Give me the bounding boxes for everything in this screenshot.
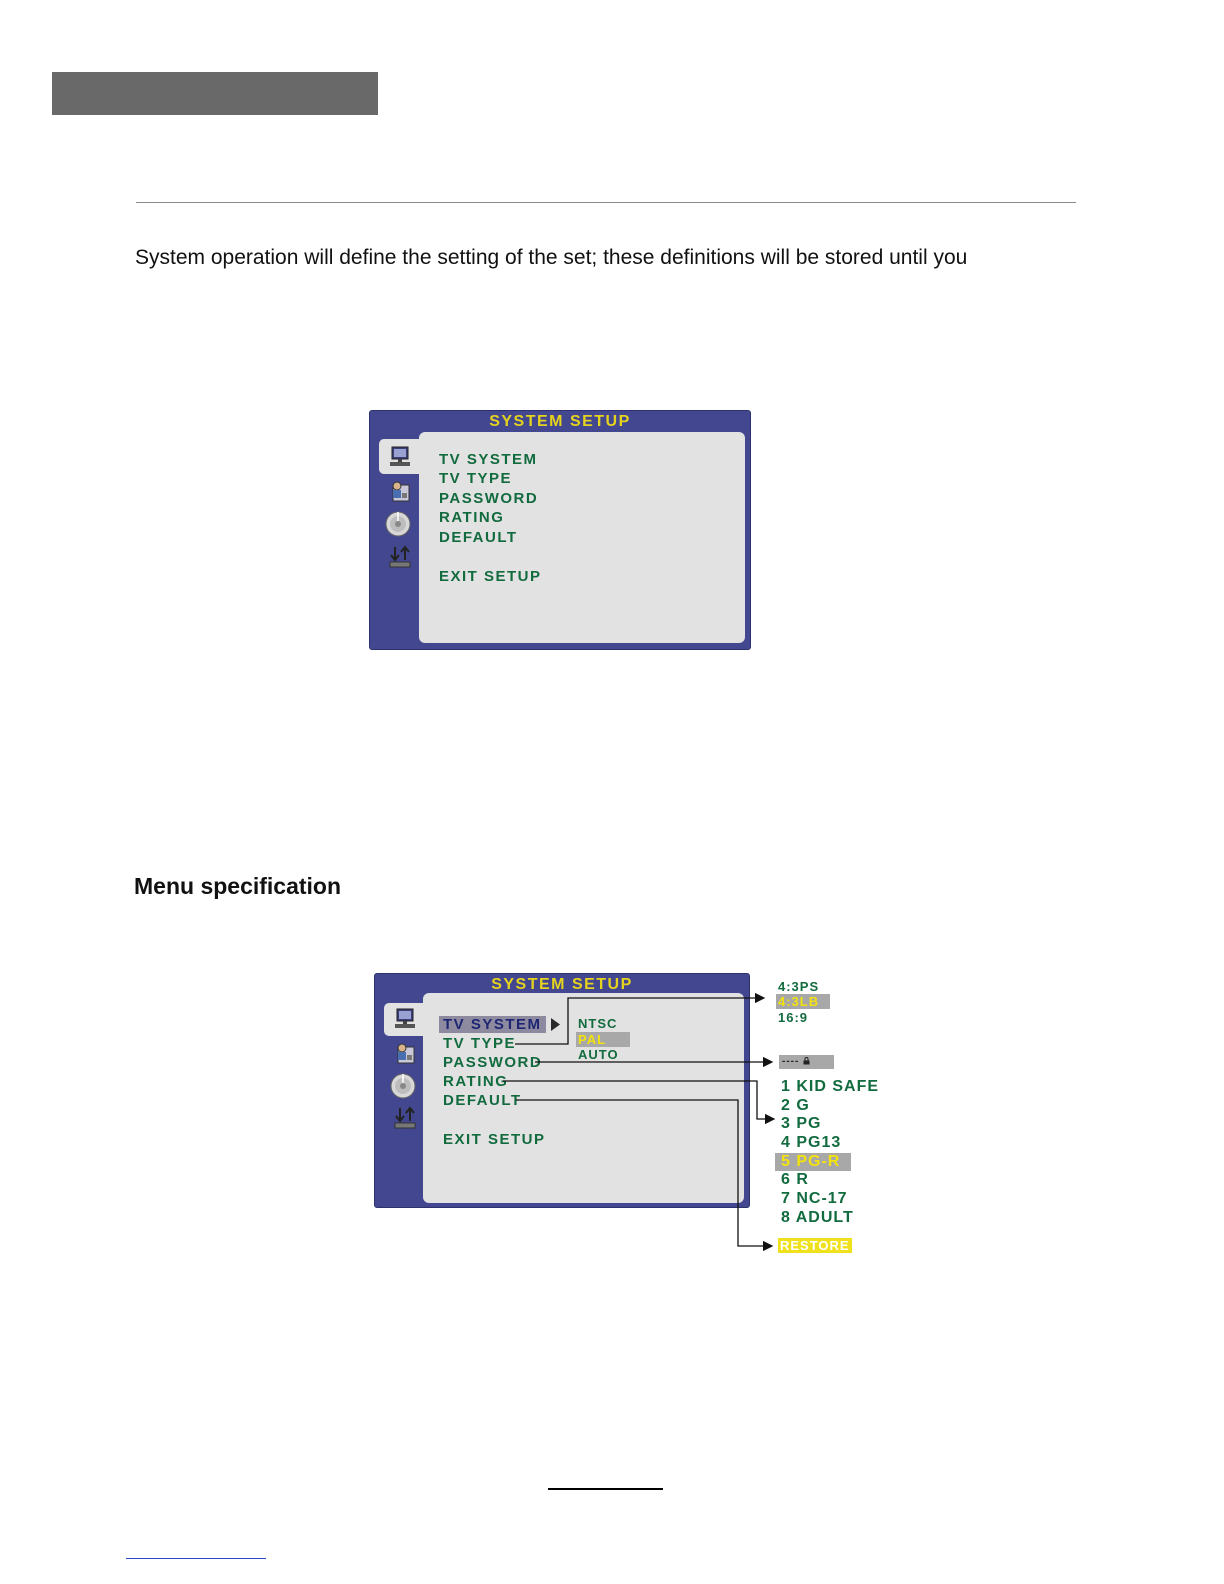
menu-item-tv-system[interactable]: TV SYSTEM: [439, 451, 538, 468]
menu-item-password[interactable]: PASSWORD: [443, 1054, 543, 1071]
password-value: ----: [782, 1056, 804, 1067]
menu-item-exit-setup[interactable]: EXIT SETUP: [443, 1131, 546, 1148]
tv-type-option-169[interactable]: 16:9: [778, 1010, 809, 1025]
rating-option-6[interactable]: 6 R: [781, 1171, 809, 1188]
tv-system-option-pal[interactable]: PAL: [576, 1032, 630, 1047]
section-heading: Menu specification: [134, 873, 342, 899]
menu-title: SYSTEM SETUP: [489, 413, 631, 430]
tv-type-option-43lb[interactable]: 4:3LB: [776, 994, 830, 1009]
intro-text: System operation will define the setting of the set; these definitions will be stored until you: [135, 246, 968, 269]
menu-item-tv-type[interactable]: TV TYPE: [439, 470, 513, 487]
footer-link-underline: [126, 1558, 266, 1559]
menu-item-tv-type[interactable]: TV TYPE: [443, 1035, 517, 1052]
tv-type-connector: [515, 998, 764, 1044]
rating-option-4[interactable]: 4 PG13: [781, 1134, 842, 1151]
rating-option-3[interactable]: 3 PG: [781, 1115, 822, 1132]
rating-option-8[interactable]: 8 ADULT: [781, 1209, 854, 1226]
rating-option-7[interactable]: 7 NC-17: [781, 1190, 848, 1207]
password-field[interactable]: [779, 1055, 834, 1069]
default-connector: [516, 1100, 772, 1246]
menu-item-default[interactable]: DEFAULT: [439, 529, 518, 546]
menu-item-rating[interactable]: RATING: [439, 509, 505, 526]
tv-type-option-43ps[interactable]: 4:3PS: [778, 979, 820, 994]
page-number-line: [548, 1488, 663, 1490]
default-restore-button[interactable]: RESTORE: [778, 1238, 852, 1253]
tv-system-option-auto[interactable]: AUTO: [578, 1047, 619, 1062]
menu-title: SYSTEM SETUP: [491, 976, 633, 993]
lock-icon: [803, 1057, 810, 1065]
rating-option-5[interactable]: 5 PG-R: [775, 1153, 851, 1171]
menu-item-rating[interactable]: RATING: [443, 1073, 509, 1090]
tv-system-option-ntsc[interactable]: NTSC: [578, 1016, 618, 1031]
rating-option-2[interactable]: 2 G: [781, 1097, 810, 1114]
menu-item-password[interactable]: PASSWORD: [439, 490, 539, 507]
tv-system-highlight: TV SYSTEM: [439, 1016, 546, 1033]
menu-item-default[interactable]: DEFAULT: [443, 1092, 522, 1109]
rating-option-1[interactable]: 1 KID SAFE: [781, 1078, 880, 1095]
menu-item-exit-setup[interactable]: EXIT SETUP: [439, 568, 542, 585]
